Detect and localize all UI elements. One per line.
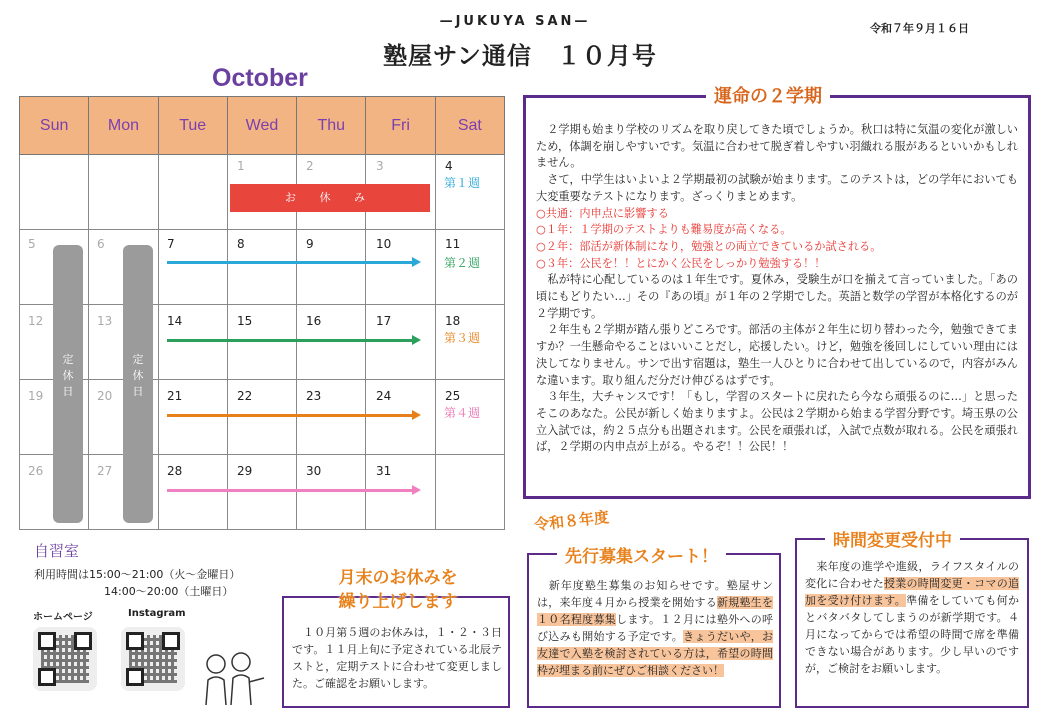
unmei-para-1: ２学期も始まり学校のリズムを取り戻してきた頃でしょうか。秋口は特に気温の変化が激しいため，体調を崩しやすいです。気温に合わせて脱ぎ着しやすい羽織れる服があるといいかもしれません。 (536, 123, 1018, 170)
calendar-date: 1 (237, 159, 245, 173)
jikan-article (795, 531, 1029, 708)
study-room-hours-1: 利用時間は15:00～21:00（火～金曜日） (34, 568, 241, 581)
jikan-body: 来年度の進学や進級，ライフスタイルの変化に合わせた授業の時間変更・コマの追加を受け付けます。準備をしていても何かとバタバタしてしまうのが新学期です。４月になってからでは希望の時間で席を準備できない場合があります。少し早いのですが，ご検討をお願いします。 (805, 560, 1020, 675)
calendar-date: 12 (28, 314, 44, 328)
unmei-heading: 運命の２学期 (706, 82, 830, 108)
calendar-date: 7 (167, 237, 175, 251)
calendar-date: 14 (167, 314, 183, 328)
week-3-label: 第３週 (444, 331, 481, 345)
calendar-date: 29 (237, 464, 253, 478)
week-4-label: 第４週 (444, 406, 481, 420)
calendar-date: 30 (306, 464, 322, 478)
calendar-date: 5 (28, 237, 36, 251)
calendar-date: 23 (306, 389, 322, 403)
homepage-label: ホームページ (33, 612, 93, 623)
getsumatsu-heading: 月末のお休みを 繰り上げします (338, 568, 458, 612)
calendar-date: 19 (28, 389, 44, 403)
calendar-date: 2 (306, 159, 314, 173)
calendar-date: 6 (97, 237, 105, 251)
day-header-tue: Tue (158, 97, 227, 155)
unmei-para-4: ２年生も２学期が踏ん張りどころです。部活の主体が２年生に切り替わった今，勉強できてますか？一生懸命やることはいいことだし，応援したい。けど，勉強を後回しにしていい理由には決してなりません。サンで出す宿題は，塾生一人ひとりに合わせて出しているので，内容がみんな違います。取り組んだ分だけ伸びるはずです。 (536, 323, 1019, 387)
calendar-date: 27 (97, 464, 113, 478)
calendar-date: 13 (97, 314, 113, 328)
unmei-point-common: ○共通：内申点に影響する (536, 206, 669, 220)
closed-day-label-mon: 定 休 日 (132, 353, 144, 398)
day-header-sat: Sat (435, 97, 504, 155)
instagram-qr-code[interactable] (121, 627, 185, 691)
unmei-body (536, 122, 1018, 456)
calendar-date: 15 (237, 314, 253, 328)
newsletter-subtitle: —JUKUYA SAN— (439, 14, 591, 29)
calendar-month: October (212, 64, 308, 92)
calendar-date: 20 (97, 389, 113, 403)
unmei-point-3rd: ○３年：公民を！！とにかく公民をしっかり勉強する！！ (536, 256, 826, 270)
study-room-title: 自習室 (34, 542, 80, 560)
closed-day-label-sun: 定 休 日 (62, 353, 74, 398)
calendar-date: 10 (376, 237, 392, 251)
getsumatsu-body: １０月第５週のお休みは，１・２・３日です。１１月上旬に予定されている北辰テストと，定期テストに合わせて変更しました。ご確認をお願いします。 (292, 626, 502, 690)
calendar-date: 24 (376, 389, 392, 403)
week-5-arrow (167, 489, 413, 492)
unmei-point-2nd: ○２年：部活が新体制になり，勉強との両立できているか試される。 (536, 239, 882, 253)
calendar-date: 18 (445, 314, 461, 328)
issue-date: 令和７年９月１６日 (870, 22, 969, 35)
calendar-date: 9 (306, 237, 314, 251)
calendar-date: 3 (376, 159, 384, 173)
senko-body: 新年度塾生募集のお知らせです。塾屋サンは，来年度４月から授業を開始する新規塾生を１０名程度募集します。１２月には塾外への呼び込みも開始する予定です。きょうだいや，お友達で入塾を検討されている方は，希望の時間枠が埋まる前にぜひご相談ください！ (537, 579, 774, 677)
study-room-hours-2: 14:00～20:00（土曜日） (104, 585, 234, 598)
newsletter-title: 塾屋サン通信 １０月号 (383, 42, 657, 70)
unmei-point-1st: ○１年：１学期のテストよりも難易度が高くなる。 (536, 223, 792, 237)
calendar-date: 25 (445, 389, 461, 403)
week-2-label: 第２週 (444, 256, 481, 270)
teachers-illustration (196, 650, 266, 705)
unmei-para-3: 私が特に心配しているのは１年生です。夏休み，受験生が口を揃えて言っていました。「あの頃にもどりたい…」その『あの頃』が１年の２学期でした。英語と数学の学習が本格化するのが２学期です。 (536, 273, 1018, 320)
week-4-arrow (167, 414, 413, 417)
day-header-sun: Sun (20, 97, 89, 155)
unmei-para-2: さて，中学生はいよいよ２学期最初の試験が始まります。このテストは，どの学年においても大変重要なテストになります。ざっくりまとめます。 (536, 173, 1018, 203)
senko-article (527, 547, 781, 708)
calendar-date: 8 (237, 237, 245, 251)
calendar-date: 11 (445, 237, 461, 251)
calendar-date: 21 (167, 389, 183, 403)
day-header-thu: Thu (297, 97, 366, 155)
holiday-bar: お 休 み (230, 184, 430, 212)
october-calendar (19, 96, 505, 530)
calendar-date: 22 (237, 389, 253, 403)
calendar-date: 31 (376, 464, 392, 478)
unmei-article (523, 86, 1031, 499)
day-header-fri: Fri (366, 97, 435, 155)
week-2-arrow (167, 261, 413, 264)
instagram-label: Instagram (128, 608, 186, 619)
calendar-date: 26 (28, 464, 44, 478)
homepage-qr-code[interactable] (33, 627, 97, 691)
jikan-heading: 時間変更受付中 (825, 526, 960, 551)
day-header-mon: Mon (89, 97, 158, 155)
unmei-para-5: ３年生，大チャンスです！「もし，学習のスタートに戻れたら今なら頑張るのに…」と思ったそこのあなた。公民が新しく始まりますよ。公民は２学期から始まる学習分野です。埼玉県の公立入試では，約２５点分も出題されます。公民を頑張れば，入試で点数が取れる。公民を頑張れば，２学期の内申点が上がる。やるぞ！！公民！！ (536, 390, 1018, 454)
senko-heading: 先行募集スタート！ (557, 542, 726, 567)
calendar-date: 4 (445, 159, 453, 173)
week-3-arrow (167, 339, 413, 342)
week-1-label: 第１週 (444, 176, 481, 190)
senko-tag: 令和８年度 (533, 508, 610, 534)
day-header-wed: Wed (227, 97, 296, 155)
calendar-date: 17 (376, 314, 392, 328)
calendar-date: 28 (167, 464, 183, 478)
calendar-date: 16 (306, 314, 322, 328)
